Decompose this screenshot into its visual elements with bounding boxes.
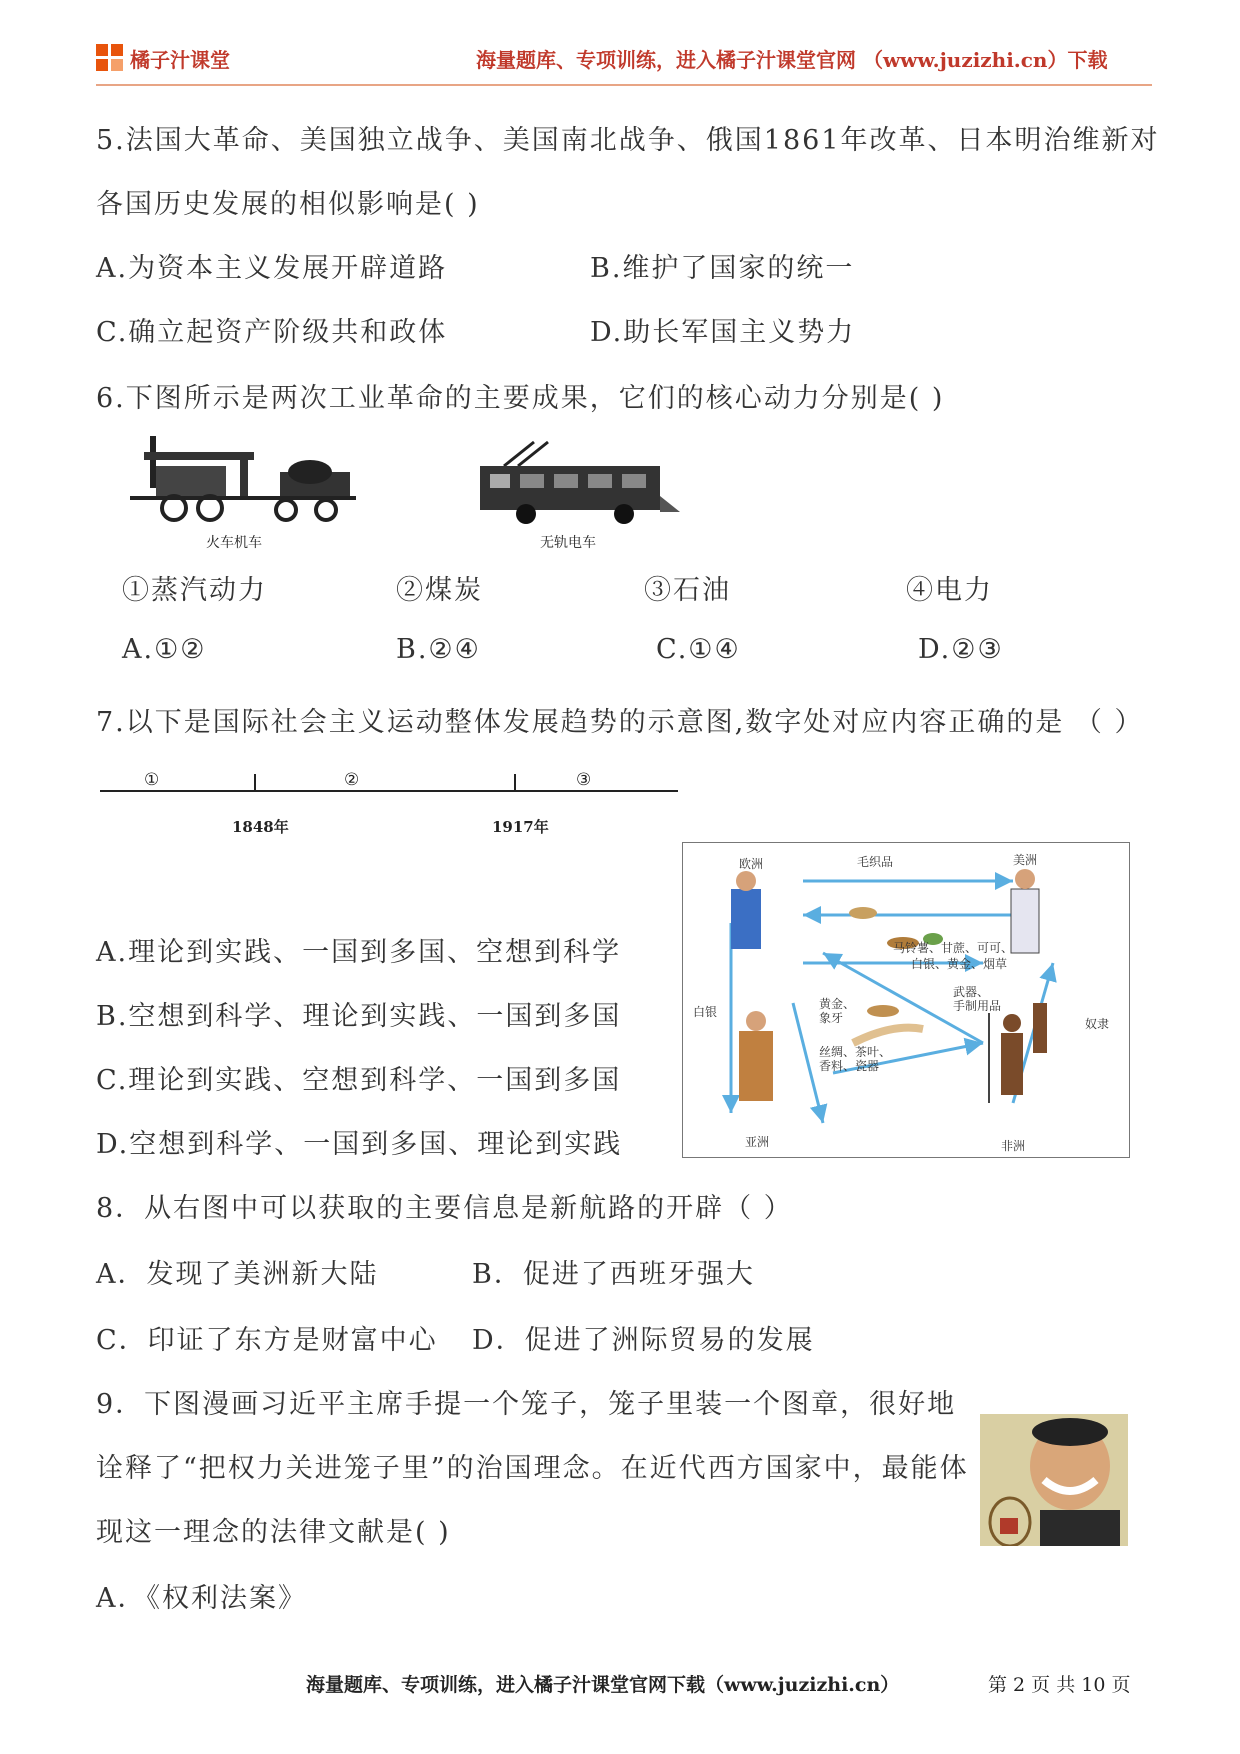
map-label-goods-america: 马铃薯、甘蔗、可可、 bbox=[893, 941, 1014, 955]
trade-arrows bbox=[683, 843, 1129, 1157]
q7-stem: 7.以下是国际社会主义运动整体发展趋势的示意图,数字处对应内容正确的是 （ ） bbox=[96, 707, 1144, 738]
q6-option-a: A.①② bbox=[122, 634, 207, 665]
map-label-silk: 丝绸、茶叶、 bbox=[819, 1045, 892, 1059]
q8-option-b: B．促进了西班牙强大 bbox=[472, 1259, 755, 1290]
q6-item-3: ③石油 bbox=[644, 575, 731, 606]
timeline-tick-1917 bbox=[514, 774, 516, 792]
map-label-spice: 香料、瓷器 bbox=[819, 1059, 880, 1073]
map-label-weapons: 武器、 bbox=[953, 985, 990, 999]
q7-option-a: A.理论到实践、一国到多国、空想到科学 bbox=[96, 937, 622, 968]
q8-option-a: A．发现了美洲新大陆 bbox=[96, 1259, 379, 1290]
map-label-wool: 毛织品 bbox=[857, 855, 894, 869]
brand-logo-icon bbox=[96, 44, 124, 72]
q6-stem: 6.下图所示是两次工业革命的主要成果，它们的核心动力分别是( ) bbox=[96, 383, 945, 414]
q6-option-d: D.②③ bbox=[918, 634, 1004, 665]
q5-stem-line2: 各国历史发展的相似影响是( ) bbox=[96, 189, 480, 220]
q5-option-b: B.维护了国家的统一 bbox=[590, 253, 855, 284]
header-slogan[interactable]: 海量题库、专项训练，进入橘子汁课堂官网 （www.juzizhi.cn）下载 bbox=[476, 48, 1108, 72]
q8-option-d: D．促进了洲际贸易的发展 bbox=[472, 1325, 815, 1356]
q6-item-4: ④电力 bbox=[906, 575, 993, 606]
trolleybus-caption: 无轨电车 bbox=[540, 535, 596, 551]
timeline-year-1848: 1848年 bbox=[232, 818, 289, 836]
map-label-slaves: 奴隶 bbox=[1085, 1017, 1110, 1031]
trolleybus-image bbox=[474, 440, 680, 532]
locomotive-image bbox=[130, 432, 356, 530]
triangular-trade-map bbox=[682, 842, 1130, 1158]
map-label-africa: 非洲 bbox=[1001, 1139, 1026, 1153]
timeline-tick-1848 bbox=[254, 774, 256, 792]
q7-option-c: C.理论到实践、空想到科学、一国到多国 bbox=[96, 1065, 622, 1096]
q9-stem-line1: 9．下图漫画习近平主席手提一个笼子，笼子里装一个图章，很好地 bbox=[96, 1389, 957, 1420]
map-label-silver: 白银 bbox=[693, 1005, 718, 1019]
timeline-marker-2: ② bbox=[344, 770, 360, 790]
q5-option-c: C.确立起资产阶级共和政体 bbox=[96, 317, 448, 348]
timeline-axis bbox=[100, 790, 678, 792]
q7-option-d: D.空想到科学、一国到多国、理论到实践 bbox=[96, 1129, 623, 1160]
q5-option-d: D.助长军国主义势力 bbox=[590, 317, 856, 348]
map-label-handmade: 手制用品 bbox=[953, 999, 1002, 1013]
q5-option-a: A.为资本主义发展开辟道路 bbox=[96, 253, 448, 284]
timeline-marker-3: ③ bbox=[576, 770, 592, 790]
timeline-marker-1: ① bbox=[144, 770, 160, 790]
q6-item-1: ①蒸汽动力 bbox=[122, 575, 267, 606]
brand-name: 橘子汁课堂 bbox=[130, 48, 230, 72]
header-divider bbox=[96, 84, 1152, 86]
map-label-europe: 欧洲 bbox=[739, 857, 764, 871]
q6-option-c: C.①④ bbox=[656, 634, 741, 665]
map-label-gold: 黄金、 bbox=[819, 997, 856, 1011]
q6-item-2: ②煤炭 bbox=[396, 575, 483, 606]
map-label-ivory: 象牙 bbox=[819, 1011, 844, 1025]
locomotive-caption: 火车机车 bbox=[206, 535, 262, 551]
map-label-asia: 亚洲 bbox=[745, 1135, 770, 1149]
q6-option-b: B.②④ bbox=[396, 634, 481, 665]
map-label-goods-america-2: 白银、黄金、烟草 bbox=[911, 957, 1008, 971]
q9-stem-line2: 诠释了“把权力关进笼子里”的治国理念。在近代西方国家中，最能体 bbox=[96, 1453, 969, 1484]
q9-option-a: A．《权利法案》 bbox=[96, 1583, 307, 1614]
cartoon-image bbox=[980, 1414, 1128, 1546]
q8-stem: 8．从右图中可以获取的主要信息是新航路的开辟（ ） bbox=[96, 1193, 793, 1224]
q8-option-c: C．印证了东方是财富中心 bbox=[96, 1325, 438, 1356]
page-number: 第 2 页 共 10 页 bbox=[988, 1674, 1131, 1696]
footer-text[interactable]: 海量题库、专项训练，进入橘子汁课堂官网下载（www.juzizhi.cn） bbox=[306, 1674, 900, 1696]
map-label-america: 美洲 bbox=[1013, 853, 1038, 867]
q5-stem-line1: 5.法国大革命、美国独立战争、美国南北战争、俄国1861年改革、日本明治维新对 bbox=[96, 125, 1160, 156]
timeline-year-1917: 1917年 bbox=[492, 818, 549, 836]
q7-option-b: B.空想到科学、理论到实践、一国到多国 bbox=[96, 1001, 622, 1032]
q9-stem-line3: 现这一理念的法律文献是( ) bbox=[96, 1517, 451, 1548]
